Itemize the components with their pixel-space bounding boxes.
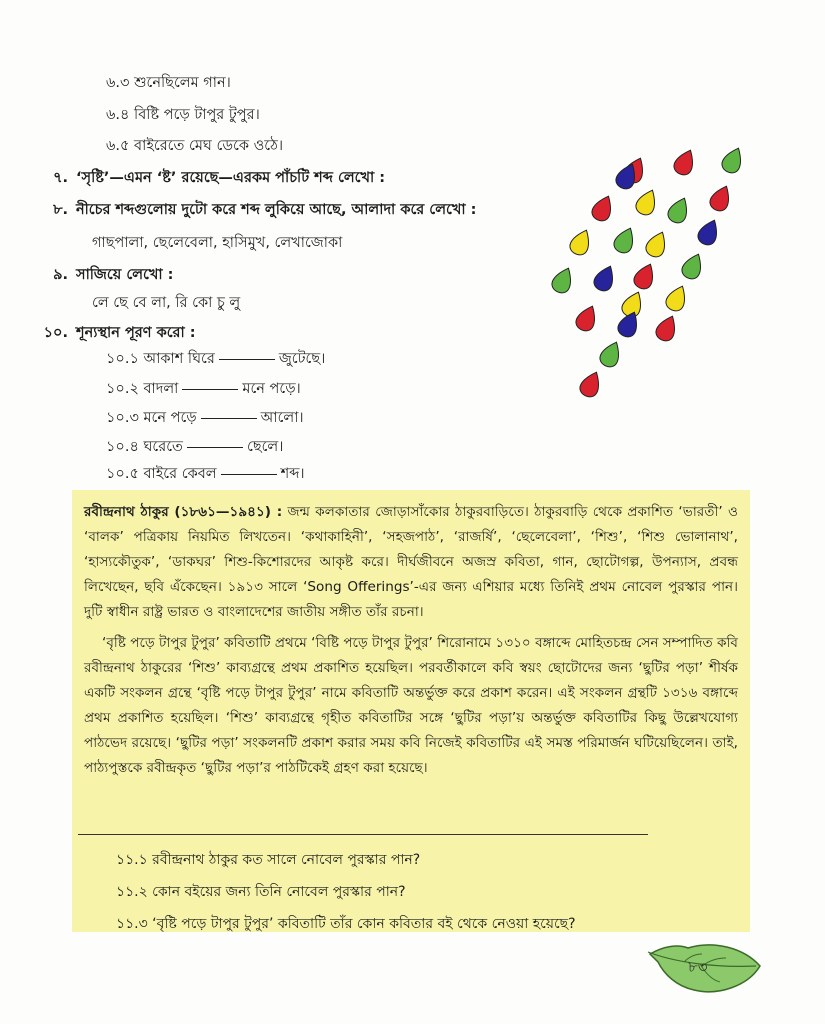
question-number: ১০. bbox=[43, 325, 68, 341]
raindrop bbox=[671, 146, 698, 177]
question-7 bbox=[40, 167, 385, 191]
blank-prefix: ১০.১ আকাশ ঘিরে bbox=[106, 351, 215, 367]
raindrop bbox=[611, 224, 638, 255]
question-9-words: লে ছে বে লা, রি কো চু লু bbox=[92, 295, 241, 311]
bio-paragraph-2: ‘বৃষ্টি পড়ে টাপুর টুপুর’ কবিতাটি প্রথমে ‘বিষ্টি পড়ে টাপুর টুপুর’ শিরোনামে ১৩১০ বঙ্গাব্দে মোহিতচন্দ্র সেন সম্পাদিত কবি রবীন্দ্রনাথ ঠাকুরের ‘শিশু’ কাব্যগ্রন্থে প্রথম প্রকাশিত হয়েছিল। পরবর্তীকালে কবি স্বয়ং ছোটোদের জন্য ‘ছুটির পড়া’ শীর্ষক একটি সংকলন গ্রন্থে ‘বৃষ্টি পড়ে টাপুর টুপুর’ নামে কবিতাটি অন্তর্ভুক্ত করে প্রকাশ করেন। এই সংকলন গ্রন্থটি ১৩১৬ বঙ্গাব্দে প্রথম প্রকাশিত হয়েছিল। ‘শিশু’ কাব্যগ্রন্থে গৃহীত কবিতাটির সঙ্গে ‘ছুটির পড়া’য় অন্তর্ভুক্ত কবিতাটির কিছু উল্লেখযোগ্য পাঠভেদ রয়েছে। ‘ছুটির পড়া’ সংকলনটি প্রকাশ করার সময় কবি নিজেই কবিতাটির এই সমস্ত পরিমার্জন ঘটিয়েছিলেন। তাই, পাঠ্যপুস্তকে রবীন্দ্রকৃত ‘ছুটির পড়া’র পাঠটিকেই গ্রহণ করা হয়েছে। bbox=[84, 635, 738, 776]
raindrop bbox=[631, 260, 658, 291]
item-6-3: ৬.৩ শুনেছিলেম গান। bbox=[106, 75, 231, 91]
bio-text: জন্ম কলকাতার জোড়াসাঁকোর ঠাকুরবাড়িতে। ঠাকুরবাড়ি থেকে প্রকাশিত ‘ভারতী’ ও ‘বালক’ পত্রিকায় নিয়মিত লিখতেন। ‘কথাকাহিনী’, ‘সহজপাঠ’, ‘রাজর্ষি’, ‘ছেলেবেলা’, ‘শিশু’, ‘শিশু ভোলানাথ’, ‘হাস্যকৌতুক’, ‘ডাকঘর’ শিশু-কিশোরদের আকৃষ্ট করে। দীর্ঘজীবনে অজস্র কবিতা, গান, ছোটোগল্প, উপন্যাস, প্রবন্ধ লিখেছেন, ছবি এঁকেছেন। ১৯১৩ সালে ‘Song Offerings’-এর জন্য এশিয়ার মধ্যে তিনিই প্রথম নোবেল পুরস্কার পান। দুটি স্বাধীন রাষ্ট্র ভারত ও বাংলাদেশের জাতীয় সঙ্গীত তাঁর রচনা। bbox=[84, 504, 738, 620]
blank-line[interactable] bbox=[182, 389, 238, 390]
question-text: সাজিয়ে লেখো : bbox=[76, 267, 174, 283]
question-11-1: ১১.১ রবীন্দ্রনাথ ঠাকুর কত সালে নোবেল পুরস্কার পান? bbox=[116, 852, 421, 868]
raindrop bbox=[567, 226, 594, 257]
raindrop bbox=[643, 228, 670, 259]
raindrop bbox=[549, 264, 576, 295]
blank-line[interactable] bbox=[219, 359, 275, 360]
raindrop bbox=[573, 302, 600, 333]
raindrop bbox=[591, 262, 618, 293]
blank-prefix: ১০.৪ ঘরেতে bbox=[106, 439, 183, 455]
raindrop bbox=[719, 144, 746, 175]
question-9 bbox=[40, 264, 173, 288]
raindrop bbox=[589, 192, 616, 223]
blank-prefix: ১০.২ বাদলা bbox=[106, 381, 179, 397]
raindrop bbox=[665, 194, 692, 225]
question-11-3: ১১.৩ ‘বৃষ্টি পড়ে টাপুর টুপুর’ কবিতাটি তাঁর কোন কবিতার বই থেকে নেওয়া হয়েছে? bbox=[116, 916, 576, 932]
fill-blank-10-1 bbox=[106, 348, 325, 372]
raindrops-illustration bbox=[545, 140, 785, 400]
page-number: ৮৩ bbox=[688, 958, 708, 976]
fill-blank-10-3 bbox=[106, 407, 304, 431]
question-text: শূন্যস্থান পূরণ করো : bbox=[76, 325, 196, 341]
question-number: ৭. bbox=[53, 170, 68, 186]
raindrop bbox=[663, 282, 690, 313]
raindrop-group bbox=[549, 144, 746, 399]
blank-line[interactable] bbox=[201, 418, 257, 419]
raindrop bbox=[653, 312, 680, 343]
fill-blank-10-4 bbox=[106, 436, 283, 460]
blank-line[interactable] bbox=[221, 474, 277, 475]
raindrop bbox=[633, 186, 660, 217]
blank-suffix: শব্দ। bbox=[280, 466, 305, 482]
bio-paragraph-1 bbox=[84, 500, 738, 625]
question-11-2: ১১.২ কোন বইয়ের জন্য তিনি নোবেল পুরস্কার পান? bbox=[116, 884, 406, 900]
question-8 bbox=[40, 199, 476, 223]
blank-line[interactable] bbox=[187, 447, 243, 448]
question-number: ৯. bbox=[53, 267, 68, 283]
item-6-5: ৬.৫ বাইরেতে মেঘ ডেকে ওঠে। bbox=[106, 138, 284, 154]
raindrop bbox=[707, 182, 734, 213]
question-number: ৮. bbox=[53, 202, 68, 218]
blank-suffix: জুটেছে। bbox=[278, 351, 326, 367]
author-bio-text bbox=[84, 500, 738, 781]
raindrop bbox=[597, 338, 624, 369]
question-10 bbox=[40, 322, 196, 346]
question-text: নীচের শব্দগুলোয় দুটো করে শব্দ লুকিয়ে আছে, আলাদা করে লেখো : bbox=[76, 202, 477, 218]
divider bbox=[78, 834, 648, 835]
blank-suffix: মনে পড়ে। bbox=[242, 381, 301, 397]
fill-blank-10-2 bbox=[106, 378, 301, 402]
raindrop bbox=[695, 216, 722, 247]
blank-suffix: আলো। bbox=[260, 410, 304, 426]
fill-blank-10-5 bbox=[106, 463, 305, 487]
blank-suffix: ছেলে। bbox=[246, 439, 284, 455]
item-6-4: ৬.৪ বিষ্টি পড়ে টাপুর টুপুর। bbox=[106, 107, 260, 123]
blank-prefix: ১০.৩ মনে পড়ে bbox=[106, 410, 197, 426]
question-8-words: গাছপালা, ছেলেবেলা, হাসিমুখ, লেখাজোকা bbox=[92, 235, 343, 251]
raindrop bbox=[577, 368, 604, 399]
author-name: রবীন্দ্রনাথ ঠাকুর (১৮৬১—১৯৪১) : bbox=[84, 504, 283, 520]
question-text: ‘সৃষ্টি’—এমন ‘ষ্ট’ রয়েছে—এরকম পাঁচটি শব্দ লেখো : bbox=[76, 170, 386, 186]
blank-prefix: ১০.৫ বাইরে কেবল bbox=[106, 466, 217, 482]
raindrop bbox=[679, 250, 706, 281]
